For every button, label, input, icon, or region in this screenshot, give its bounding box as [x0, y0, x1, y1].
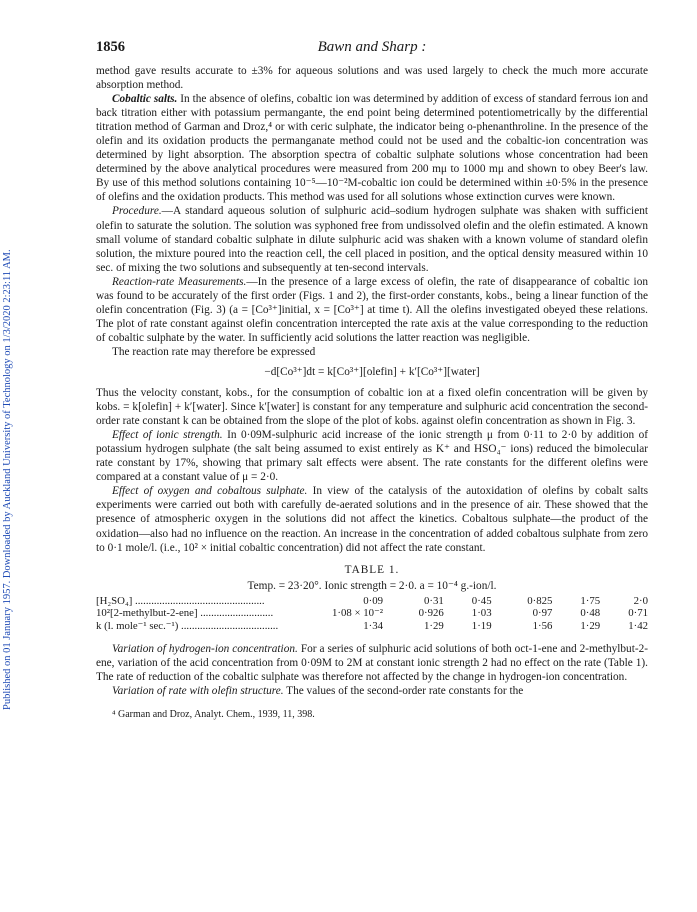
table-cell: 1·08 × 10⁻² — [332, 607, 384, 620]
heading-hydrogen-ion: Variation of hydrogen-ion concentration. — [112, 643, 298, 656]
table-cell: 1·42 — [628, 619, 648, 632]
table-row — [96, 607, 648, 620]
table-cell: 1·29 — [580, 619, 601, 632]
paragraph-reaction-rate — [96, 275, 648, 345]
text-oxygen: In view of the catalysis of the autoxidation of olefins by cobalt salts experiments were carried out both with carefully de-aerated solutions and in the presence of air. These showed that the presence of atmospheric oxygen in the solutions did not affect the kinetics. Cobaltous sulphate—the product of the oxidation—also had no influence on the reaction. An increase in the concentration of added cobaltous sulphate from zero to 0·1 mole/l. (i.e., 10² × initial cobaltic concentration) did not affect the rate constant. — [96, 485, 648, 554]
paragraph-oxygen — [96, 484, 648, 554]
paragraph-procedure — [96, 204, 648, 274]
table-cell: 1·19 — [471, 619, 492, 632]
table-cell: 0·48 — [580, 607, 601, 620]
table-cell: 0·926 — [418, 607, 444, 620]
table-cell: 1·03 — [471, 607, 492, 620]
rate-equation: −d[Co³⁺]dt = k[Co³⁺][olefin] + k′[Co³⁺][water] — [264, 365, 480, 378]
table-cell: 0·45 — [471, 594, 492, 607]
table-cell: 0·31 — [424, 594, 444, 607]
row-label: k (l. mole⁻¹ sec.⁻¹) .................................... — [96, 619, 279, 632]
paragraph-cobaltic-salts — [96, 92, 648, 204]
running-title: Bawn and Sharp : — [317, 39, 427, 55]
table-conditions: Temp. = 23·20°. Ionic strength = 2·0. a = 10⁻⁴ g.-ion/l. — [247, 579, 497, 592]
heading-reaction-rate: Reaction-rate Measurements. — [112, 275, 247, 288]
paragraph-hydrogen-ion — [96, 642, 648, 684]
table-cell: 2·0 — [633, 594, 648, 607]
paragraph-olefin-structure — [96, 684, 648, 698]
paragraph-velocity-constant: Thus the velocity constant, kobs., for the consumption of cobaltic ion at a fixed olefin concentration will be given by kobs. = k[olefin] + k′[water]. Since k′[water] is constant for any temperature and sulphuric acid concentration the second-order rate constant k can be obtained from the slope of the plot of kobs. against olefin concentration as shown in Fig. 3. — [96, 387, 648, 428]
text-olefin-structure: The values of the second-order rate constants for the — [286, 685, 524, 698]
table-cell: 1·56 — [532, 619, 553, 632]
text-cobaltic-salts: In the absence of olefins, cobaltic ion was determined by addition of excess of standard ferrous ion and back titration either with potassium permangante, the end point being determined potentiometrically by the differential titration method of Garman and Droz,⁴ or with ceric sulphate, the indicator being o-phenanthroline. In the presence of the olefin and its oxidation products the permanganate method could not be used and the cobaltic-ion concentration was determined by light absorption. The absorption spectra of cobaltic sulphate solutions whose concentration had been determined by the above analytical procedures were measured from 200 mμ to 1000 mμ and shown to obey Beer's law. By use of this method solutions containing 10⁻⁵—10⁻²M-cobaltic ion could be determined within ±0·5% in the presence of olefins and the oxidation products. This method was used for all solutions whose extinction curves were known. — [96, 93, 648, 204]
heading-ionic-strength: Effect of ionic strength. — [112, 429, 223, 442]
row-label: 10²[2-methylbut-2-ene] ........................... — [96, 607, 274, 620]
heading-cobaltic-salts: Cobaltic salts. — [112, 93, 178, 106]
table-cell: 0·825 — [527, 594, 553, 607]
table-cell: 0·97 — [532, 607, 553, 620]
table-cell: 1·34 — [363, 619, 384, 632]
table-row — [96, 595, 648, 608]
paragraph-1: method gave results accurate to ±3% for aqueous solutions and was used largely to check the much more accurate absorption method. — [96, 65, 648, 92]
text-reaction-rate: —In the presence of a large excess of olefin, the rate of disappearance of cobaltic ion was found to be accurately of the first order (Figs. 1 and 2), the first-order constants, kobs., being a linear function of the olefin concentration (Fig. 3) (a = [Co³⁺]initial, x = [Co³⁺] at time t). All the olefins investigated obeyed these relations. The plot of rate constant against olefin concentration intercepted the rate axis at the value corresponding to the reduction of cobaltic sulphate by the water. In sufficiently acid solutions the latter reaction was negligible. — [96, 275, 648, 344]
table-row — [96, 620, 648, 633]
table-cell: 1·75 — [580, 594, 601, 607]
paragraph-rate-expression: The reaction rate may therefore be expressed — [112, 345, 316, 358]
page-number: 1856 — [96, 39, 125, 55]
heading-olefin-structure: Variation of rate with olefin structure. — [112, 685, 284, 698]
table-cell: 1·29 — [424, 619, 444, 632]
text-hydrogen-ion: For a series of sulphuric acid solutions of both oct-1-ene and 2-methylbut-2-ene, variation of the acid concentration from 0·09M to 2M at constant ionic strength 2 had no effect on the rate (Table 1). The rate of reduction of the cobaltic sulphate was therefore not affected by the change in hydrogen-ion concentration. — [96, 643, 649, 684]
table-cell: 0·09 — [363, 594, 384, 607]
paragraph-ionic-strength — [96, 428, 648, 484]
heading-oxygen: Effect of oxygen and cobaltous sulphate. — [112, 485, 308, 498]
table-cell: 0·71 — [628, 607, 648, 620]
row-label: [H₂SO₄] ................................................ — [96, 594, 265, 607]
data-table — [96, 595, 648, 633]
text-ionic-strength: In 0·09M-sulphuric acid increase of the ionic strength μ from 0·11 to 2·0 by addition of potassium hydrogen sulphate (the salt being assumed to exist entirely as K⁺ and HSO₄⁻ ions) reduced the bimolecular rate constant by 17%, showing that primary salt effects were absent. The rate constants for the different olefins were compared at a constant value of μ = 2·0. — [96, 429, 648, 484]
page-header — [96, 40, 648, 64]
heading-procedure: Procedure. — [112, 205, 162, 218]
footnote: ⁴ Garman and Droz, Analyt. Chem., 1939, 11, 398. — [112, 709, 315, 721]
text-procedure: —A standard aqueous solution of sulphuric acid–sodium hydrogen sulphate was shaken with sufficient olefin to saturate the solution. The solution was syphoned free from undissolved olefin and the olefin estimated. A known small volume of standard cobaltic sulphate in dilute sulphuric acid was shaken with a known volume of standard olefin solution, the mixture poured into the reaction cell, the cell placed in position, and the optical density measured within 10 sec. of mixing the two solutions and subsequently at ten-second intervals. — [96, 205, 648, 274]
page-content — [96, 40, 648, 722]
table-title: TABLE 1. — [344, 563, 400, 576]
download-notice: Published on 01 January 1957. Downloaded by Auckland University of Technology on 1/3/2020 2:23:11 AM. — [2, 249, 13, 711]
